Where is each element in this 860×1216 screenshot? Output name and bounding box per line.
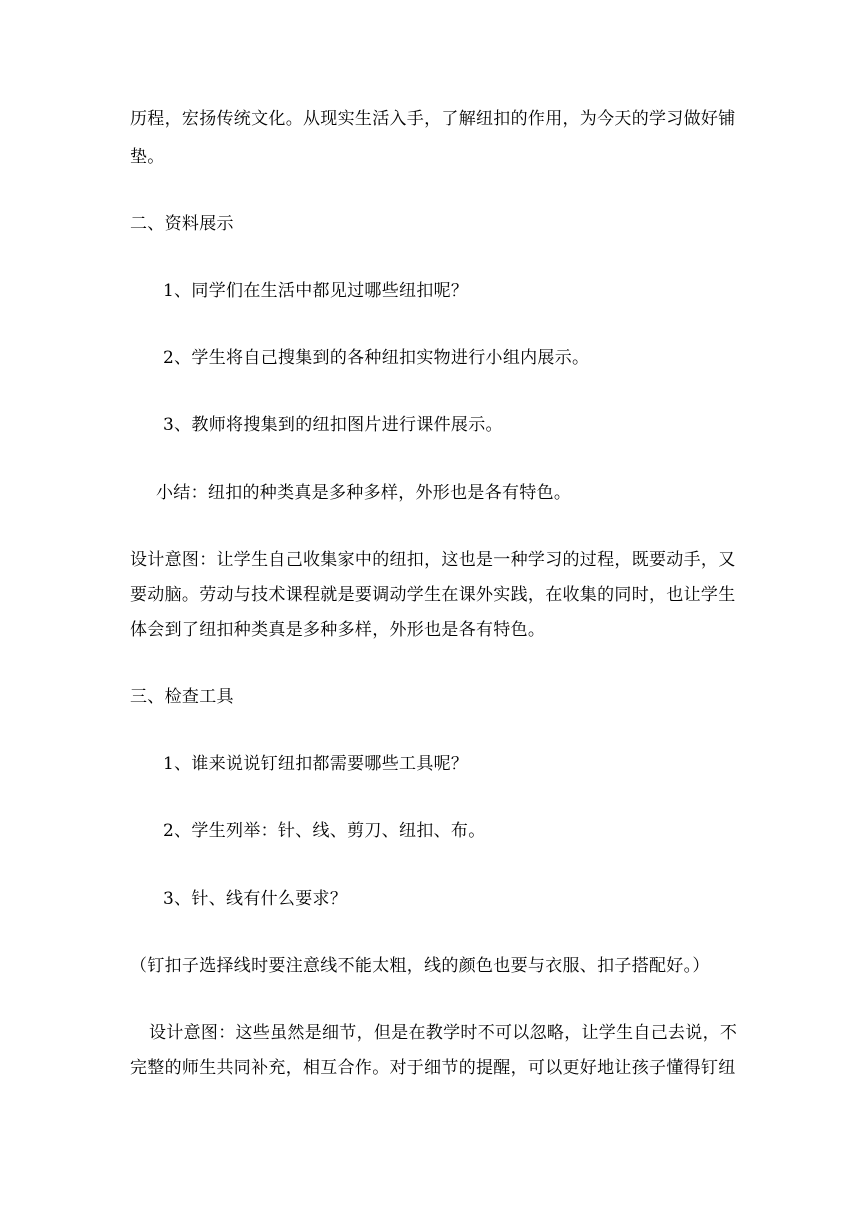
paragraph-line: 完整的师生共同补充，相互合作。对于细节的提醒，可以更好地让孩子懂得钉纽 bbox=[130, 1058, 736, 1078]
paragraph-line: 设计意图：这些虽然是细节，但是在教学时不可以忽略，让学生自己去说，不 bbox=[149, 1023, 738, 1043]
summary-line: 小结：纽扣的种类真是多种多样，外形也是各有特色。 bbox=[156, 483, 572, 503]
list-item: 2、学生列举：针、线、剪刀、纽扣、布。 bbox=[163, 821, 486, 841]
list-item: 3、教师将搜集到的纽扣图片进行课件展示。 bbox=[163, 415, 503, 435]
list-item: 3、针、线有什么要求？ bbox=[163, 889, 348, 909]
paragraph-line: 垫。 bbox=[130, 147, 165, 167]
paragraph-line: 体会到了纽扣种类真是多种多样，外形也是各有特色。 bbox=[130, 620, 546, 640]
list-item: 1、谁来说说钉纽扣都需要哪些工具呢？ bbox=[163, 754, 469, 774]
section-heading: 三、检查工具 bbox=[130, 687, 234, 707]
note-line: （钉扣子选择线时要注意线不能太粗，线的颜色也要与衣服、扣子搭配好。） bbox=[130, 956, 710, 976]
list-item: 2、学生将自己搜集到的各种纽扣实物进行小组内展示。 bbox=[163, 348, 590, 368]
paragraph-line: 历程，宏扬传统文化。从现实生活入手，了解纽扣的作用，为今天的学习做好铺 bbox=[130, 109, 736, 129]
list-item: 1、同学们在生活中都见过哪些纽扣呢？ bbox=[163, 281, 469, 301]
section-heading: 二、资料展示 bbox=[130, 214, 234, 234]
paragraph-line: 要动脑。劳动与技术课程就是要调动学生在课外实践，在收集的同时，也让学生 bbox=[130, 585, 736, 605]
paragraph-line: 设计意图：让学生自己收集家中的纽扣，这也是一种学习的过程，既要动手，又 bbox=[130, 550, 736, 570]
